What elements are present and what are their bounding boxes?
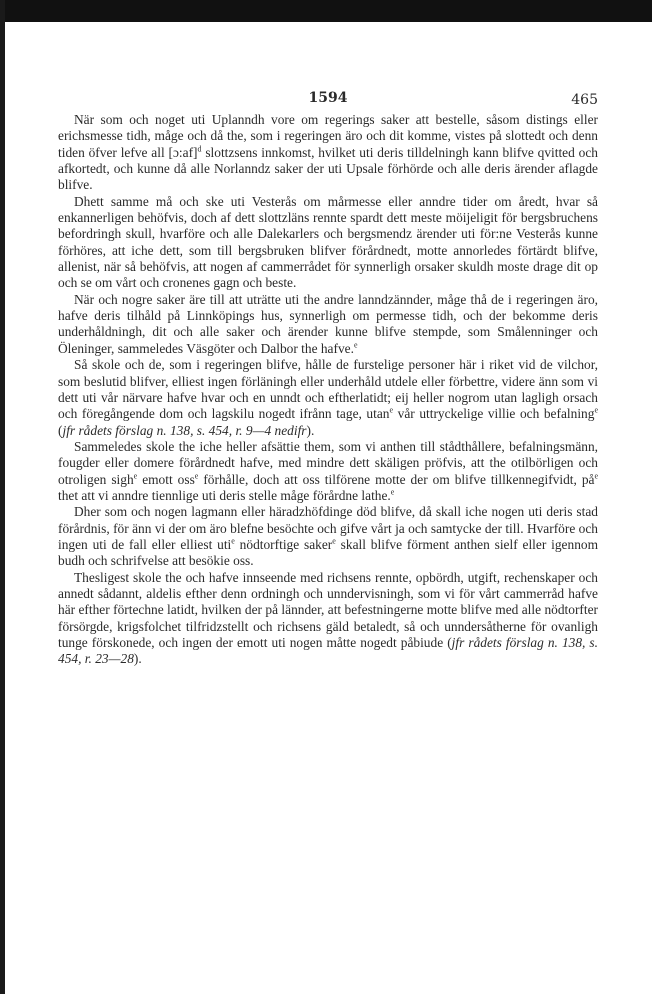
text-segment: thet att vi anndre tiennlige uti deris stelle måge förårdne lathe. bbox=[58, 487, 391, 503]
page-number: 465 bbox=[571, 92, 598, 108]
text-segment: När och nogre saker äre till att uträtte uti the andre lanndzännder, måge thå de i regeringen äro, hafve deris tilhåld på Linnköpings hus, synnerligh om permesse tidh, och der bekomme deris underhåldningh, dit och alle saker och ärender kunne blifve stempde, som Smålenninger och Öleninger, sammeledes Väsgöter och Dalbor the hafve. bbox=[58, 291, 598, 356]
text-segment: förhålle, doch att oss tilförene motte der om blifve tillkennegifvidt, på bbox=[198, 471, 595, 487]
footnote-marker: d bbox=[197, 144, 202, 154]
page-header bbox=[58, 90, 598, 112]
year-heading: 1594 bbox=[308, 90, 348, 106]
paragraph bbox=[58, 112, 598, 194]
text-segment: Sammeledes skole the iche heller afsättie them, som vi anthen till stådthållere, befalningsmänn, fougder eller domere förårdnedt hafve, med mindre dett skäligen pröfvis, att the otilbörligen och otroligen sigh bbox=[58, 438, 598, 487]
scan-left-border bbox=[0, 0, 5, 994]
footnote-marker: e bbox=[194, 471, 199, 481]
body-text bbox=[58, 112, 598, 668]
text-segment: slottzsens innkomst, hvilket uti deris tilldelningh kann blifve qvitted och afkortedt, och kunne då alle Norlanndz saker der uti Upsale förhörde och alle deris ärender aflagde blifve. bbox=[58, 144, 598, 193]
footnote-marker: e bbox=[332, 536, 336, 546]
footnote-marker: e bbox=[594, 405, 598, 415]
footnote-marker: e bbox=[231, 536, 235, 546]
footnote-marker: e bbox=[389, 405, 394, 415]
paragraph bbox=[58, 439, 598, 504]
paragraph bbox=[58, 504, 598, 569]
footnote-marker: e bbox=[390, 487, 395, 497]
paragraph bbox=[58, 194, 598, 292]
text-segment: Så skole och de, som i regeringen blifve, hålle de furstelige personer här i riket vid de vilchor, som beslutid blifver, elliest ingen förläningh eller underhåld utdele eller förbettre, videre änn som vi dett uti vår närvare hafve hvar och en unndt och eftherlatidt; eij heller nogrom utan lagligh orsach och föregångende dom och lagskilu nogedt ifrånn tage, utan bbox=[58, 357, 598, 422]
text-segment: skall blifve förment anthen sielf eller igennom budh och schrifvelse att besökie oss. bbox=[58, 536, 598, 569]
reference-note: jfr rådets förslag n. 138, s. 454, r. 23—28 bbox=[58, 635, 598, 667]
text-segment: nödtorftige saker bbox=[234, 536, 333, 552]
text-segment: vår uttryckelige villie och befalning bbox=[393, 406, 595, 422]
paragraph bbox=[58, 570, 598, 668]
paragraph bbox=[58, 292, 598, 357]
text-segment: Dhett samme må och ske uti Vesterås om mårmesse eller anndre tider om åredt, hvar så enkannerligen behöfvis, doch af dett slottzläns rennte spardt dett meste möijeligit för bergsbruchens befordringh skull, hvarföre och alle Dalekarlers och bergsmendz ärender uti för:ne Vesterås kunne förhöres, att iche dett, som till bergsbruken blifver förårdnedt, motte annorledes förtärdt blifve, allenist, när så behöfvis, att nogen af cammerrådet för synnerligh orsaker skuldh moste drage dit op och se om vårt och cronenes gagn och beste. bbox=[58, 193, 598, 291]
paragraph bbox=[58, 357, 598, 439]
footnote-marker: e bbox=[594, 471, 599, 481]
text-segment: ). bbox=[133, 651, 142, 667]
text-segment: När som och noget uti Uplanndh vore om regerings saker att bestelle, såsom distings eller erichsmesse tidh, måge och då the, som i regeringen äro och dit komme, vistes på slottedt och denn tiden öfver lefve all [ɔ:af] bbox=[58, 112, 598, 160]
reference-note: jfr rådets förslag n. 138, s. 454, r. 9—4 nedifr bbox=[62, 422, 307, 438]
document-page bbox=[58, 90, 598, 668]
scan-top-border bbox=[0, 0, 652, 22]
text-segment: Thesligest skole the och hafve innseende med richsens rennte, opbördh, utgift, rechenskaper och annedt sådannt, aldelis efther denn ordningh och unndervisningh, som vi för vårt cammerråd hafve här efther förtechne latidt, hvilken der på lännder, att befestningerne motte blifve med alle nödtorfter försörgde, krigsfolchet tilfridzstellt och richsens gäld betaledt, så och unndersåtherne för ovanligh tunge förskonede, och ingen der emott uti nogen måtte nogedt påbiude ( bbox=[58, 569, 598, 650]
text-segment: ( bbox=[58, 422, 63, 438]
text-segment: ). bbox=[306, 422, 315, 438]
footnote-marker: e bbox=[133, 471, 138, 481]
footnote-marker: e bbox=[353, 340, 358, 350]
text-segment: emott oss bbox=[137, 471, 195, 487]
text-segment: Dher som och nogen lagmann eller häradzhöfdinge död blifve, då skall iche nogen uti deris stad förårdnis, för änn vi der om äro blefne besöchte och gifve vårt ja och samtycke der till. Hvarföre och ingen uti de fall eller elliest uti bbox=[58, 504, 598, 552]
